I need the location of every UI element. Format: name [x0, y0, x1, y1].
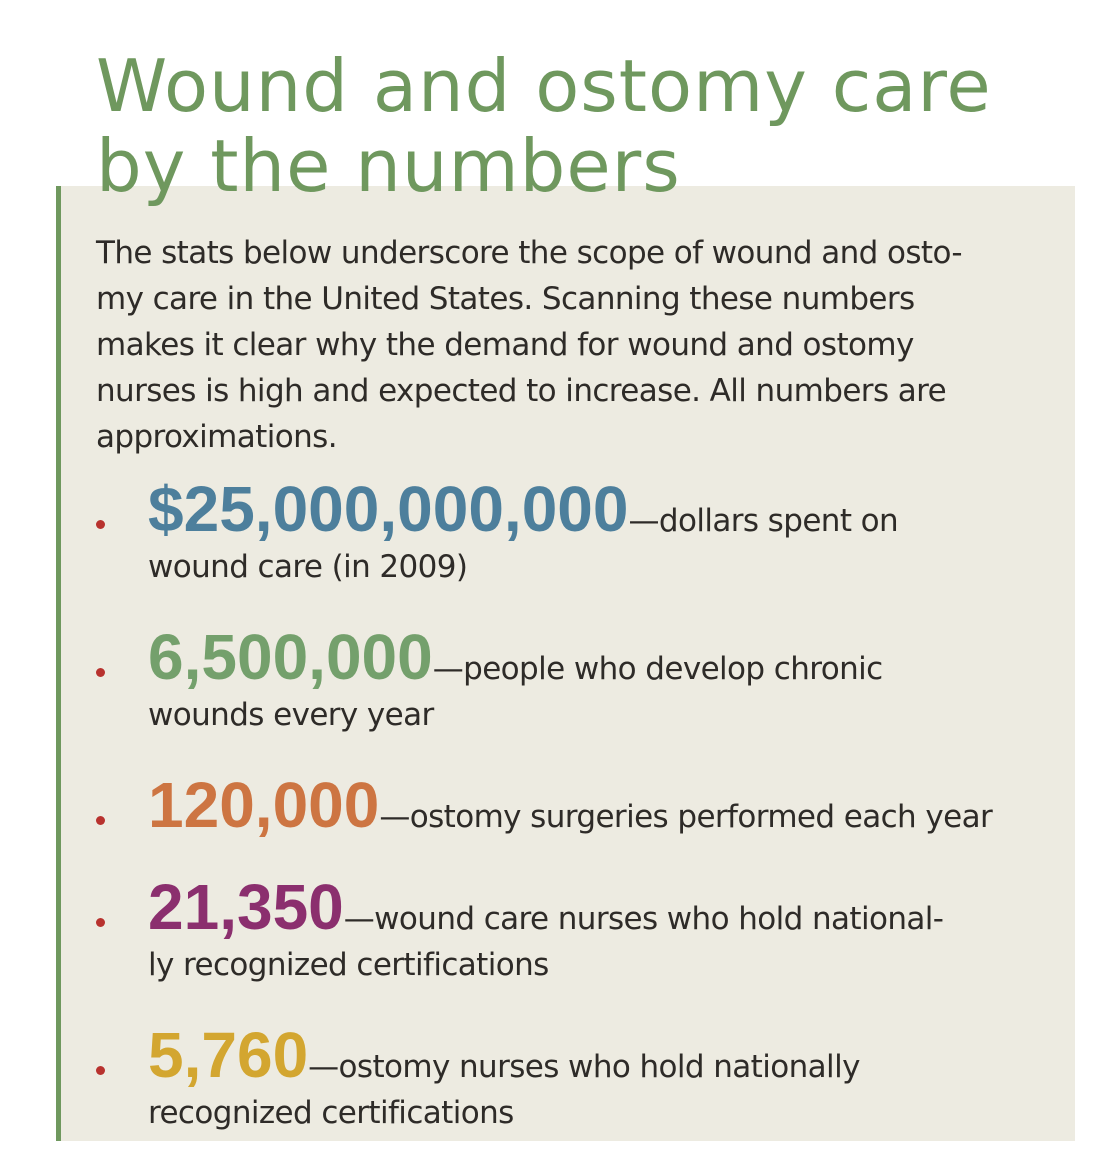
stat-item-ostomy-surgeries	[96, 769, 1056, 841]
stat-item-ostomy-nurses	[96, 1019, 1056, 1136]
stat-description: —ostomy nurses who hold nationally	[308, 1049, 860, 1085]
stat-number: 5,760	[148, 1019, 309, 1091]
intro-line: my care in the United States. Scanning these numbers	[96, 281, 915, 317]
intro-line: nurses is high and expected to increase. All numbers are	[96, 373, 947, 409]
stat-description-continued: wounds every year	[148, 697, 434, 733]
stat-description: —people who develop chronic	[432, 651, 883, 687]
stat-description: —wound care nurses who hold national-	[343, 901, 944, 937]
bullet-dot-icon	[96, 918, 105, 927]
intro-line: makes it clear why the demand for wound and ostomy	[96, 327, 914, 363]
stat-number: 21,350	[148, 871, 344, 943]
bullet-dot-icon	[96, 1066, 105, 1075]
stat-item-wound-care-nurses	[96, 871, 1056, 988]
intro-paragraph	[96, 230, 1036, 460]
stat-description-continued: wound care (in 2009)	[148, 549, 468, 585]
bullet-dot-icon	[96, 520, 105, 529]
intro-line: The stats below underscore the scope of wound and osto-	[96, 235, 963, 271]
stat-description-continued: recognized certifications	[148, 1095, 514, 1131]
stat-description: —dollars spent on	[628, 503, 899, 539]
bullet-dot-icon	[96, 816, 105, 825]
bullet-dot-icon	[96, 668, 105, 677]
stats-list	[96, 473, 1056, 1136]
stat-number: 6,500,000	[148, 621, 433, 693]
title-line-1: Wound and ostomy care	[96, 44, 992, 128]
page-title	[96, 46, 1056, 206]
stat-number: 120,000	[148, 769, 380, 841]
title-line-2: by the numbers	[96, 124, 681, 208]
stat-number: $25,000,000,000	[148, 473, 629, 545]
stat-item-chronic-wounds	[96, 621, 1056, 738]
stat-item-wound-care-spending	[96, 473, 1056, 590]
stat-description-continued: ly recognized certifications	[148, 947, 549, 983]
stat-description: —ostomy surgeries performed each year	[379, 799, 993, 835]
intro-line: approximations.	[96, 419, 337, 455]
